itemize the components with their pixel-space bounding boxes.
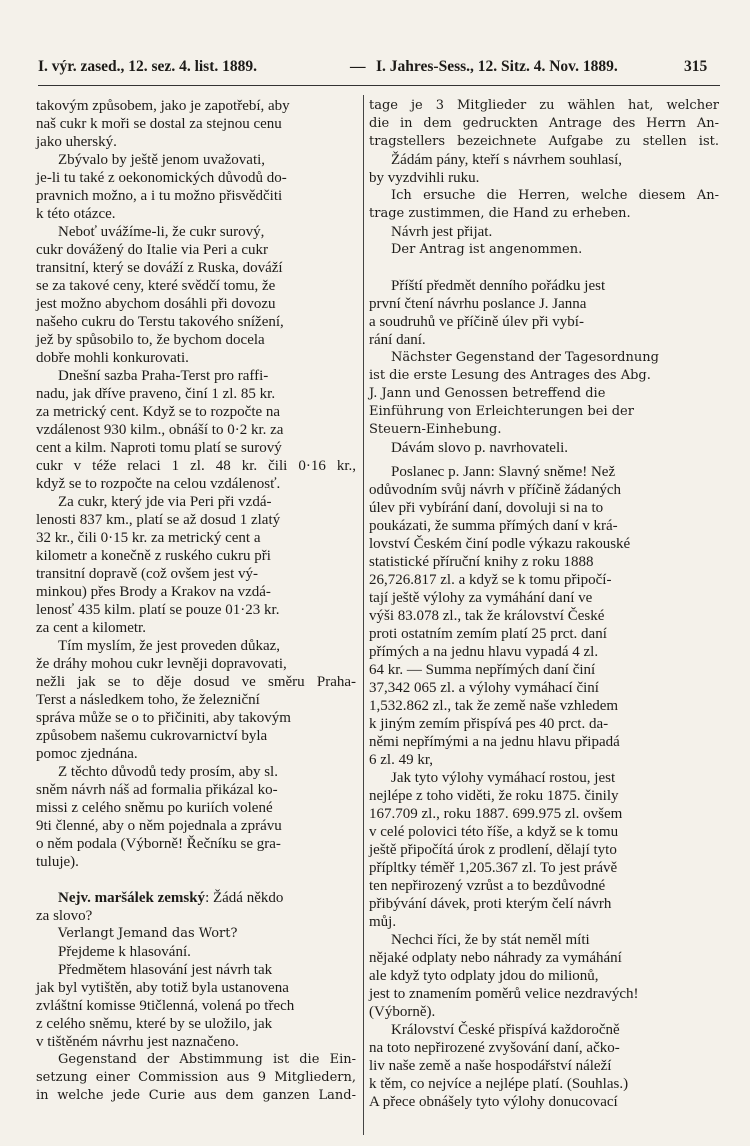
- right-column-line: 64 kr. — Summa nepřímých daní činí: [369, 662, 596, 678]
- header-czech: I. výr. zased., 12. sez. 4. list. 1889.: [38, 58, 257, 75]
- right-column-line: 26,726.817 zl. a když se k tomu připočí-: [369, 572, 612, 588]
- right-column-line: výši 83.078 zl., tak že království České: [369, 608, 605, 624]
- right-column-line: Steuern-Einhebung.: [369, 422, 502, 437]
- right-column-line: k jiným zemím přispívá pes 40 prct. da-: [369, 716, 609, 732]
- left-column-line: transitní dopravě (což ovšem jest vý-: [36, 566, 259, 582]
- left-column-line: Z těchto důvodů tedy prosím, aby sl.: [58, 764, 278, 780]
- left-column-line: cukr dovážený do Italie via Peri a cukr: [36, 242, 268, 258]
- right-column-line: Nechci říci, že by stát neměl míti: [391, 932, 590, 948]
- left-column-line: se za takové ceny, které svědčí tomu, že: [36, 278, 276, 294]
- right-column-line: Der Antrag ist angenommen.: [391, 242, 583, 257]
- right-column-line: Poslanec p. Jann: Slavný sněme! Než: [391, 464, 616, 480]
- right-column-line: 1,532.862 zl., tak že země naše vzhledem: [369, 698, 619, 714]
- right-column-line: můj.: [369, 914, 397, 930]
- left-column-line: že dráhy mohou cukr levněji dopravovati,: [36, 656, 287, 672]
- right-column-line: Království České přispívá každoročně: [391, 1022, 620, 1038]
- left-column-line: způsobem našemu cukrovarnictví byla: [36, 728, 268, 744]
- left-column-line: je-li tu také z oekonomických důvodů do-: [36, 170, 287, 186]
- right-column-line: úlev při vybírání daní, dovoluji si na to: [369, 500, 604, 516]
- right-column-line: proti ostatním zemím platí 25 prct. daní: [369, 626, 607, 642]
- right-column-line: by vyzdvihli ruku.: [369, 170, 480, 186]
- right-column-line: Návrh jest přijat.: [391, 224, 493, 240]
- left-column-line: Za cukr, který jde via Peri při vzdá-: [58, 494, 272, 510]
- left-column-line: Tím myslím, že jest proveden důkaz,: [58, 638, 281, 654]
- right-column-line: liv naše země a naše hospodářství náleží: [369, 1058, 612, 1074]
- left-column-line: missi z celého sněmu po kuriích volené: [36, 800, 273, 816]
- left-column-line: Gegenstand der Abstimmung ist die Ein-: [58, 1052, 356, 1067]
- right-column-line: tragstellers bezeichnete Aufgabe zu stellen ist.: [369, 134, 719, 149]
- left-column-line: když se to rozpočte na celou vzdálenosť.: [36, 476, 281, 492]
- right-column-line: na toto nepřirozené zvyšování daní, ačko-: [369, 1040, 620, 1056]
- left-column-line: jež by spůsobilo to, že bychom docela: [36, 332, 265, 348]
- left-column-line: zvláštní komisse 9tičlenná, volená po třech: [36, 998, 295, 1014]
- left-column-line: k této otázce.: [36, 206, 116, 222]
- right-column-line: Ich ersuche die Herren, welche diesem An-: [391, 188, 719, 203]
- running-header: [38, 58, 720, 84]
- right-column-line: k těm, co nejvíce a nejlépe platí. (Souhlas.): [369, 1076, 629, 1092]
- left-column-line: jest možno abychom dosáhli při dovozu: [36, 296, 276, 312]
- left-column-line: Verlangt Jemand das Wort?: [58, 926, 238, 941]
- right-column-line: trage zustimmen, die Hand zu erheben.: [369, 206, 631, 221]
- right-column-line: Dávám slovo p. navrhovateli.: [391, 440, 569, 456]
- right-column-line: Einführung von Erleichterungen bei der: [369, 404, 634, 419]
- right-column-line: Jak tyto výlohy vymáhací rostou, jest: [391, 770, 616, 786]
- right-column-line: Nächster Gegenstand der Tagesordnung: [391, 350, 659, 365]
- right-column-line: jest to znamením poměrů velice nezdravých!: [369, 986, 639, 1002]
- left-column-line: Neboť uvážíme-li, že cukr surový,: [58, 224, 265, 240]
- left-column-line: lenosti 837 km., platí se až dosud 1 zlatý: [36, 512, 281, 528]
- left-column-line: nežli jak se to děje dosud ve směru Praha-: [36, 674, 356, 690]
- right-column-line: 167.709 zl., roku 1887. 699.975 zl. ovšem: [369, 806, 623, 822]
- left-column-line: kilometr a konečně z ruského cukru při: [36, 548, 271, 564]
- right-column-line: tají ještě výlohy za vymáhání daní ve: [369, 590, 593, 606]
- right-column-line: (Výborně).: [369, 1004, 436, 1020]
- right-column-line: Příští předmět denního pořádku jest: [391, 278, 606, 294]
- left-column-line: Dnešní sazba Praha-Terst pro raffi-: [58, 368, 269, 384]
- left-column-line: za cent a kilometr.: [36, 620, 146, 636]
- column-divider: [363, 95, 364, 1135]
- right-column-line: první čtení návrhu poslance J. Janna: [369, 296, 587, 312]
- right-column-line: tage je 3 Mitglieder zu wählen hat, welcher: [369, 98, 719, 113]
- right-column-line: die in dem gedruckten Antrage des Herrn An-: [369, 116, 719, 131]
- right-column-line: ale když tyto odplaty jdou do milionů,: [369, 968, 599, 984]
- left-column-line: tuluje).: [36, 854, 79, 870]
- left-column-line: minkou) přes Brody a Krakov na vzdá-: [36, 584, 271, 600]
- right-column-line: přímých a na jednu hlavu vypadá 4 zl.: [369, 644, 599, 660]
- left-column-line: z celého sněmu, které by se uložilo, jak: [36, 1016, 273, 1032]
- right-column-line: v celé polovici této říše, a když se k tomu: [369, 824, 619, 840]
- left-column-line: takovým způsobem, jako je zapotřebí, aby: [36, 98, 290, 114]
- right-column-line: ten nepřirozený vzrůst a to bezdůvodné: [369, 878, 606, 894]
- right-column-line: J. Jann und Genossen betreffend die: [369, 386, 606, 401]
- right-column-line: nejlépe z toho viděti, že roku 1875. činily: [369, 788, 619, 804]
- left-column-line: pomoc zjednána.: [36, 746, 138, 762]
- right-column-line: A přece obnášely tyto výlohy donucovací: [369, 1094, 618, 1110]
- left-column-line: správa může se o to přičiniti, aby takovým: [36, 710, 291, 726]
- right-column-line: poukázati, že summa přímých daní v krá-: [369, 518, 618, 534]
- left-column-line: naš cukr k moři se dostal za stejnou cenu: [36, 116, 282, 132]
- right-column-line: přibývání dávek, proti kterým čelí návrh: [369, 896, 612, 912]
- right-column-line: ještě připočítá úrok z prodlení, dělají tyto: [369, 842, 617, 858]
- left-column-line: cent a kilm. Naproti tomu platí se surový: [36, 440, 282, 456]
- left-column-line: cukr v téže relaci 1 zl. 48 kr. čili 0·16 kr.,: [36, 458, 356, 474]
- right-column-line: němi nepřímými a na jednu hlavu připadá: [369, 734, 620, 750]
- left-column-line: našeho cukru do Terstu takového snížení,: [36, 314, 284, 330]
- left-column-line: 9ti členné, aby o něm pojednala a zprávu: [36, 818, 282, 834]
- right-column-line: ist die erste Lesung des Antrages des Abg.: [369, 368, 651, 383]
- left-column-line: Nejv. maršálek zemský: Žádá někdo: [58, 890, 284, 906]
- page-number: 315: [684, 58, 708, 75]
- left-column-line: pravnich možno, a i tu možno přisvědčiti: [36, 188, 283, 204]
- right-column-line: lovství Českém činí podle výkazu rakouské: [369, 536, 631, 552]
- left-column-line: za slovo?: [36, 908, 93, 924]
- right-column-line: přípltky téměř 1,205.367 zl. To jest právě: [369, 860, 618, 876]
- left-column-line: Terst a následkem toho, že železniční: [36, 692, 260, 708]
- right-column-line: a soudruhů ve příčině úlev při vybí-: [369, 314, 584, 330]
- left-column-line: setzung einer Commission aus 9 Mitgliedern,: [36, 1070, 356, 1085]
- left-column-line: in welche jede Curie aus dem ganzen Land-: [36, 1088, 356, 1103]
- left-column-line: Předmětem hlasování jest návrh tak: [58, 962, 273, 978]
- left-column-line: dobře mohli konkurovati.: [36, 350, 189, 366]
- header-german: I. Jahres-Sess., 12. Sitz. 4. Nov. 1889.: [376, 58, 618, 75]
- right-column-line: statistické příruční knihy z roku 1888: [369, 554, 594, 570]
- header-rule: [38, 85, 720, 86]
- left-column-line: jako uherský.: [36, 134, 117, 150]
- left-column-line: transitní, který se dováží z Ruska, dováží: [36, 260, 283, 276]
- right-column-line: 6 zl. 49 kr,: [369, 752, 433, 768]
- left-column-line: Zbývalo by ještě jenom uvažovati,: [58, 152, 266, 168]
- left-column-line: o něm podala (Výborně! Řečníku se gra-: [36, 836, 281, 852]
- right-column-line: nějaké odplaty nebo náhrady za vymáhání: [369, 950, 622, 966]
- left-column-line: Přejdeme k hlasování.: [58, 944, 191, 960]
- header-dash: —: [350, 58, 366, 75]
- left-column-line: za metrický cent. Když se to rozpočte na: [36, 404, 281, 420]
- right-column-line: odůvodním svůj návrh v příčině žádaných: [369, 482, 622, 498]
- left-column-line: v tištěném návrhu jest naznačeno.: [36, 1034, 239, 1050]
- left-column-line: sněm návrh náš ad formalia přikázal ko-: [36, 782, 278, 798]
- right-column-line: 37,342 065 zl. a výlohy vymáhací činí: [369, 680, 599, 696]
- right-column-line: rání daní.: [369, 332, 426, 348]
- right-column-line: Žádám pány, kteří s návrhem souhlasí,: [391, 152, 623, 168]
- left-column-line: jak byl vytištěn, aby totiž byla ustanovena: [36, 980, 289, 996]
- left-column-line: vzdálenost 930 kilm., obnáší to 0·2 kr. za: [36, 422, 284, 438]
- left-column-line: lenosť 435 kilm. platí se pouze 01·23 kr.: [36, 602, 280, 618]
- left-column-line: nadu, jak dříve praveno, činí 1 zl. 85 kr.: [36, 386, 276, 402]
- left-column-line: 32 kr., čili 0·15 kr. za metrický cent a: [36, 530, 261, 546]
